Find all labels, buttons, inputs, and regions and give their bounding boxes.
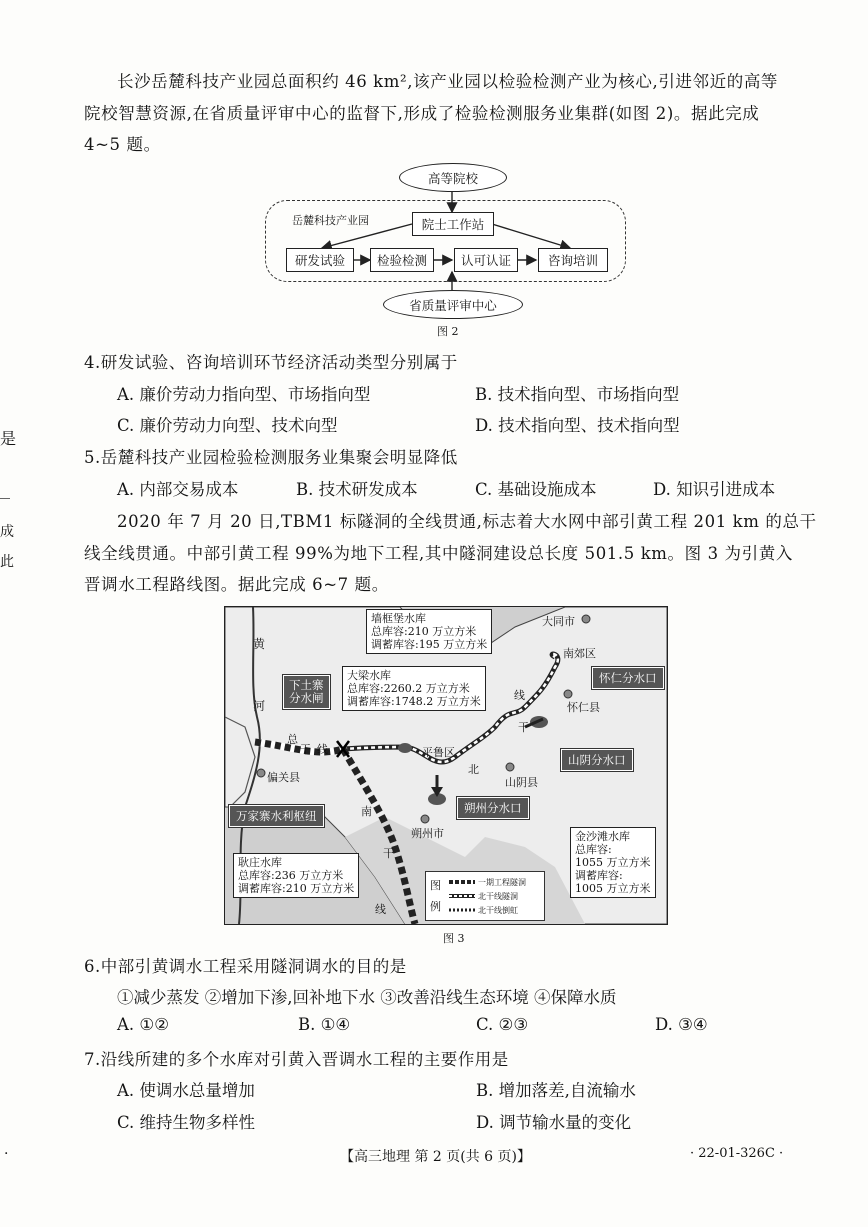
callout-qiangkuang-reservoir (366, 609, 492, 654)
node-rd-testing: 研发试验 (286, 248, 354, 272)
reservoir-total-value: 1055 万立方米 (575, 856, 651, 869)
question-7-option-c: C. 维持生物多样性 (117, 1113, 256, 1132)
node-universities: 高等院校 (399, 163, 507, 192)
line-char: 线 (317, 743, 328, 756)
question-6-option-a: A. ①② (117, 1015, 169, 1034)
legend-item: 北干线倒虹 (478, 906, 518, 915)
callout-daliang-reservoir (342, 666, 486, 711)
place-pianguan: 偏关县 (267, 771, 300, 784)
reservoir-total: 总库容: (575, 843, 612, 856)
question-5-option-d: D. 知识引进成本 (653, 480, 776, 499)
footer-left-dot: · (4, 1146, 9, 1162)
line-char: 北 (468, 763, 479, 776)
intro-line: 4~5 题。 (84, 135, 161, 154)
line-char: 干 (300, 743, 311, 756)
question-6-option-b: B. ①④ (298, 1015, 351, 1034)
line-char: 干 (383, 847, 394, 860)
question-5-option-b: B. 技术研发成本 (296, 480, 418, 499)
figure-3-caption: 图 3 (443, 932, 465, 945)
place-huairen: 怀仁县 (567, 701, 600, 714)
outlet-huairen: 怀仁分水口 (592, 667, 664, 689)
question-6-option-c: C. ②③ (476, 1015, 529, 1034)
question-4-option-a: A. 廉价劳动力指向型、市场指向型 (117, 385, 371, 404)
intro-line: 2020 年 7 月 20 日,TBM1 标隧洞的全线贯通,标志着大水网中部引黄工程 201 km 的总干 (117, 512, 817, 531)
intro-line: 线全线贯通。中部引黄工程 99%为地下工程,其中隧洞建设总长度 501.5 km。图 3 为引黄入 (84, 544, 793, 563)
legend-item: 北干线隧洞 (478, 892, 518, 901)
reservoir-name: 金沙滩水库 (575, 830, 630, 843)
map-legend (425, 871, 545, 921)
outlet-shuozhou: 朔州分水口 (457, 797, 529, 819)
node-consulting: 咨询培训 (538, 248, 608, 272)
callout-genzhuang-reservoir (233, 853, 359, 898)
node-quality-center: 省质量评审中心 (383, 290, 523, 319)
intro-line: 长沙岳麓科技产业园总面积约 46 km²,该产业园以检验检测产业为核心,引进邻近的高等 (117, 72, 779, 91)
reservoir-regulation: 调蓄库容: (575, 869, 623, 882)
intro-line: 院校智慧资源,在省质量评审中心的监督下,形成了检验检测服务业集群(如图 2)。据此完成 (84, 104, 760, 123)
reservoir-total: 总库容:2260.2 万立方米 (347, 682, 470, 695)
callout-jinshatan-reservoir (570, 827, 656, 898)
reservoir-total: 总库容:210 万立方米 (371, 625, 477, 638)
reservoir-regulation: 调蓄库容:195 万立方米 (371, 638, 488, 651)
outlet-shanyin: 山阴分水口 (561, 749, 633, 771)
figure-3-map (224, 606, 668, 925)
question-4-option-d: D. 技术指向型、技术指向型 (475, 416, 680, 435)
reservoir-regulation: 调蓄库容:210 万立方米 (238, 882, 355, 895)
question-7-option-a: A. 使调水总量增加 (117, 1081, 255, 1100)
node-academician-station: 院士工作站 (412, 212, 494, 236)
question-6-stem: 6.中部引黄调水工程采用隧洞调水的目的是 (84, 957, 407, 976)
place-pinglu: 平鲁区 (422, 746, 455, 759)
question-5-option-c: C. 基础设施成本 (475, 480, 597, 499)
place-shanyin: 山阴县 (505, 776, 538, 789)
reservoir-regulation-value: 1005 万立方米 (575, 882, 651, 895)
legend-item: 一期工程隧洞 (478, 878, 526, 887)
line-char: 线 (514, 689, 525, 702)
legend-title: 例 (430, 900, 441, 913)
intro-line: 晋调水工程路线图。据此完成 6~7 题。 (84, 575, 389, 594)
place-shuozhou: 朔州市 (411, 827, 444, 840)
place-yellow-river: 黄 (253, 637, 266, 651)
margin-rule (0, 498, 10, 499)
question-5-stem: 5.岳麓科技产业园检验检测服务业集聚会明显降低 (84, 448, 458, 467)
line-char: 干 (518, 721, 529, 734)
question-7-option-b: B. 增加落差,自流输水 (476, 1081, 636, 1100)
place-nanjiao: 南郊区 (563, 647, 596, 660)
question-5-option-a: A. 内部交易成本 (117, 480, 239, 499)
question-7-option-d: D. 调节输水量的变化 (476, 1113, 632, 1132)
paper-code: · 22-01-326C · (690, 1146, 784, 1161)
line-char: 南 (361, 805, 372, 818)
legend-title: 图 (430, 879, 441, 892)
node-inspection: 检验检测 (370, 248, 434, 272)
question-7-stem: 7.沿线所建的多个水库对引黄入晋调水工程的主要作用是 (84, 1050, 509, 1069)
place-yellow-river: 河 (253, 699, 266, 713)
reservoir-total: 总库容:236 万立方米 (238, 869, 344, 882)
question-4-stem: 4.研发试验、咨询培训环节经济活动类型分别属于 (84, 353, 458, 372)
reservoir-name: 耿庄水库 (238, 856, 282, 869)
margin-fragment: 此 (0, 554, 14, 570)
question-4-option-c: C. 廉价劳动力向型、技术向型 (117, 416, 338, 435)
reservoir-name: 墙框堡水库 (371, 612, 426, 625)
line-char: 线 (375, 903, 386, 916)
question-4-option-b: B. 技术指向型、市场指向型 (475, 385, 680, 404)
margin-fragment: 成 (0, 524, 14, 540)
outlet-wanjiazhai: 万家寨水利枢纽 (229, 805, 324, 827)
park-label: 岳麓科技产业园 (292, 214, 369, 227)
page-footer: 【高三地理 第 2 页(共 6 页)】 (340, 1149, 531, 1165)
figure-2-caption: 图 2 (437, 325, 459, 338)
reservoir-regulation: 调蓄库容:1748.2 万立方米 (347, 695, 481, 708)
question-6-option-d: D. ③④ (655, 1015, 708, 1034)
legend-symbols (448, 878, 476, 916)
margin-fragment: 是 (0, 429, 17, 448)
place-datong: 大同市 (542, 615, 575, 628)
outlet-name-line: 分水闸 (289, 691, 324, 705)
question-6-statements: ①减少蒸发 ②增加下渗,回补地下水 ③改善沿线生态环境 ④保障水质 (117, 988, 617, 1007)
node-certification: 认可认证 (454, 248, 518, 272)
outlet-xiatuzhai-gate (283, 675, 330, 709)
line-char: 总 (287, 733, 298, 746)
outlet-name-line: 下土寨 (289, 678, 324, 692)
reservoir-name: 大梁水库 (347, 669, 391, 682)
